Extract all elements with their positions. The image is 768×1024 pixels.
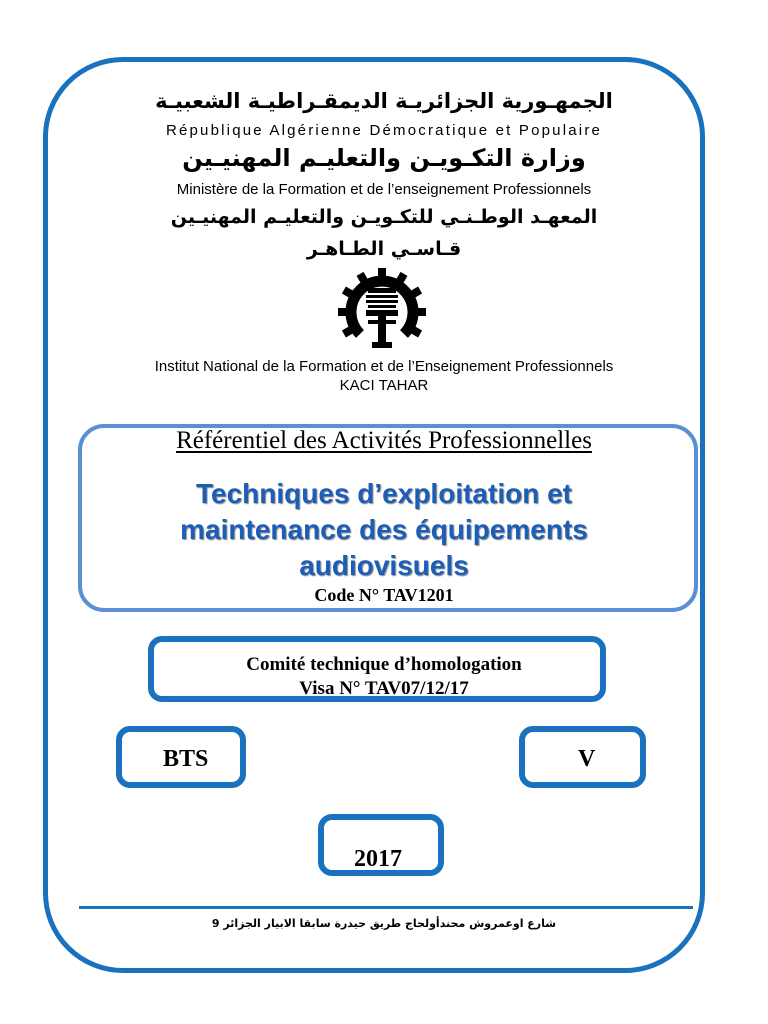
grade-label: V <box>578 746 596 772</box>
level-label: BTS <box>163 746 209 772</box>
referentiel-heading: Référentiel des Activités Professionnelles <box>176 427 592 454</box>
comite-label: Comité technique d’homologation <box>246 654 522 675</box>
visa-number: Visa N° TAV07/12/17 <box>299 678 469 699</box>
institute-gear-logo <box>338 268 426 352</box>
french-institute-name: KACI TAHAR <box>339 377 429 394</box>
arabic-ministry-heading: وزارة التكـويـن والتعليـم المهنيـين <box>182 144 586 172</box>
year-label: 2017 <box>354 846 402 872</box>
document-title-line-3: audiovisuels <box>299 550 469 581</box>
arabic-republic-heading: الجمهـورية الجزائريـة الديمقـراطيـة الشعبيـة <box>155 89 613 113</box>
arabic-institute-name: قـاسـي الطـاهـر <box>306 238 462 260</box>
french-republic-heading: République Algérienne Démocratique et Populaire <box>165 122 603 139</box>
arabic-institute-heading: المعهـد الوطـنـي للتكـويـن والتعليـم المهنيـين <box>170 206 598 228</box>
document-code: Code N° TAV1201 <box>314 585 454 605</box>
document-title-line-1: Techniques d’exploitation et <box>196 478 572 509</box>
document-title-line-2: maintenance des équipements <box>180 514 588 545</box>
french-institute-heading: Institut National de la Formation et de l’Enseignement Professionnels <box>154 358 614 375</box>
footer-divider <box>79 906 693 909</box>
french-ministry-heading: Ministère de la Formation et de l’enseignement Professionnels <box>176 181 592 198</box>
footer-address: شارع اوعمروش محندأولحاج طريق حيدرة سابقا الابيار الجزائر 9 <box>211 917 557 930</box>
